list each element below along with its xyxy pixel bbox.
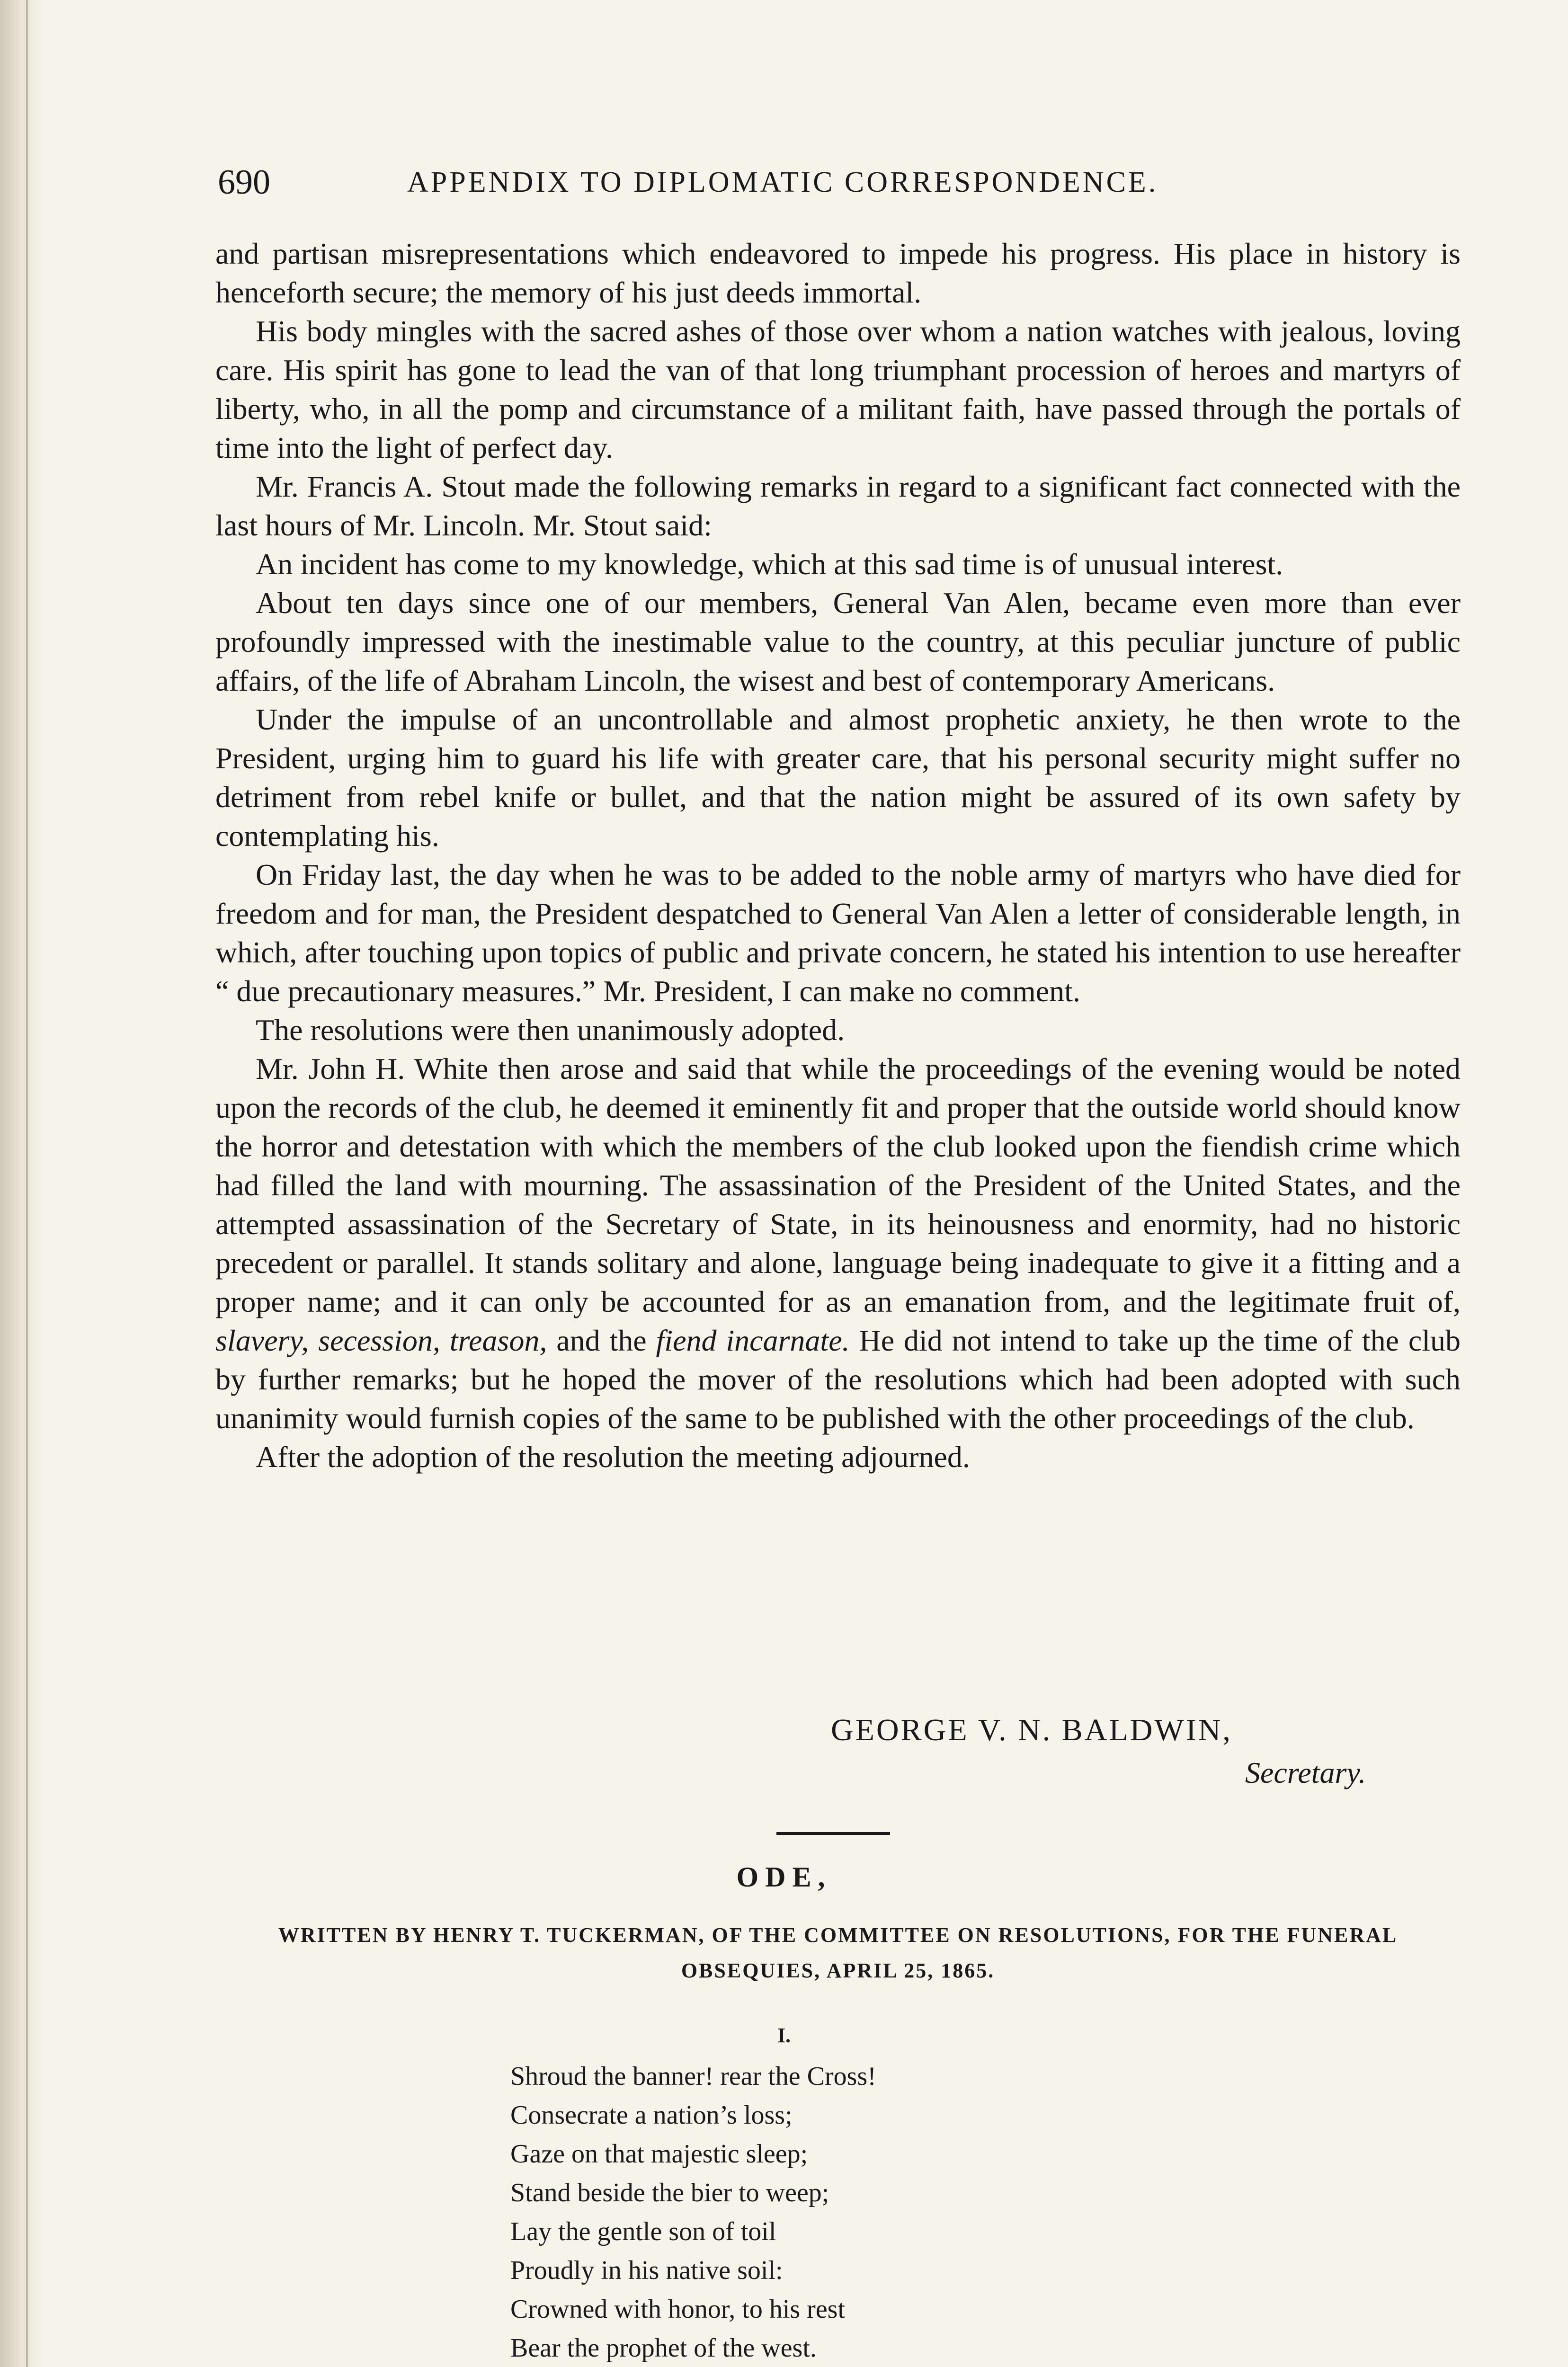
paragraph: About ten days since one of our members, General Van Alen, became even more than ever profoundly impressed with the inestimable value to the country, at this peculiar juncture of public affairs, of the life of Abraham Lincoln, the wisest and best of contemporary Americans. [215,586,1461,697]
stanza-number: I. [777,2024,791,2047]
poem-stanza [510,2057,1221,2367]
poem-line: Gaze on that majestic sleep; [510,2139,808,2169]
page-binding-edge [0,0,43,2367]
paragraph: His body mingles with the sacred ashes of those over whom a nation watches with jealous, loving care. His spirit has gone to lead the van of that long triumphant procession of heroes and martyrs of liberty, who, in all the pomp and circumstance of a militant faith, have passed through the portals of time into the light of perfect day. [215,314,1461,464]
poem-line: Crowned with honor, to his rest [510,2295,846,2324]
signature-title: Secretary. [1245,1756,1366,1789]
paragraph: An incident has come to my knowledge, which at this sad time is of unusual interest. [256,547,1283,581]
binding-shadow-line [26,0,28,2367]
poem-line: Lay the gentle son of toil [510,2217,776,2246]
page-number: 690 [218,163,270,202]
paragraph: Under the impulse of an uncontrollable and almost prophetic anxiety, he then wrote to the President, urging him to guard his life with greater care, that his personal security might suffer no detriment from rebel knife or bullet, and that the nation might be assured of its own safety by contemplating his. [215,703,1461,853]
paragraph: and partisan misrepresentations which endeavored to impede his progress. His place in history is henceforth secure; the memory of his just deeds immortal. [215,237,1461,309]
ode-subtitle: WRITTEN BY HENRY T. TUCKERMAN, OF THE COMMITTEE ON RESOLUTIONS, FOR THE FUNERAL OBSEQUIES, APRIL 25, 1865. [278,1923,1398,1982]
italic-text-run: fiend incarnate. [656,1324,850,1357]
paragraph: On Friday last, the day when he was to be added to the noble army of martyrs who have died for freedom and for man, the President despatched to General Van Alen a letter of considerable length, in which, after touching upon topics of public and private concern, he stated his intention to use hereafter “ due precautionary measures.” Mr. President, I can make no comment. [215,858,1461,1008]
poem-line: Consecrate a nation’s loss; [510,2100,793,2130]
paragraph: The resolutions were then unanimously adopted. [256,1013,845,1047]
signature-name: GEORGE V. N. BALDWIN, [831,1713,1232,1747]
section-divider [776,1832,890,1835]
paragraph-closing: After the adoption of the resolution the meeting adjourned. [256,1440,970,1474]
text-run: He did not intend to take up the time of the club by further remarks; but he hoped the mover of the resolutions which had been adopted with such unanimity would furnish copies of the same to be published with the other proceedings of the club. [215,1324,1461,1435]
ode-heading: ODE, [736,1861,832,1893]
running-header [218,156,1468,208]
poem-line: Stand beside the bier to weep; [510,2178,829,2207]
italic-text-run: slavery, secession, treason, [215,1324,547,1357]
text-run: and the [556,1324,647,1357]
text-run: Mr. John H. White then arose and said that while the proceedings of the evening would be noted upon the records of the club, he deemed it eminently fit and proper that the outside world should know the horror and detestation with which the members of the club looked upon the fiendish crime which had filled the land with mourning. The assassination of the President of the United States, and the attempted assassination of the Secretary of State, in its heinousness and enormity, had no historic precedent or parallel. It stands solitary and alone, language being inadequate to give it a fitting and a proper name; and it can only be accounted for as an emanation from, and the legitimate fruit of, [215,1052,1461,1318]
poem-line: Proudly in his native soil: [510,2256,783,2285]
paragraph: Mr. Francis A. Stout made the following remarks in regard to a significant fact connected with the last hours of Mr. Lincoln. Mr. Stout said: [215,470,1461,542]
running-title: APPENDIX TO DIPLOMATIC CORRESPONDENCE. [407,166,1158,198]
paragraph-white-remarks [215,1050,1461,1438]
poem-line: Shroud the banner! rear the Cross! [510,2062,876,2091]
poem-line: Bear the prophet of the west. [510,2333,817,2363]
body-text [215,234,1461,1477]
